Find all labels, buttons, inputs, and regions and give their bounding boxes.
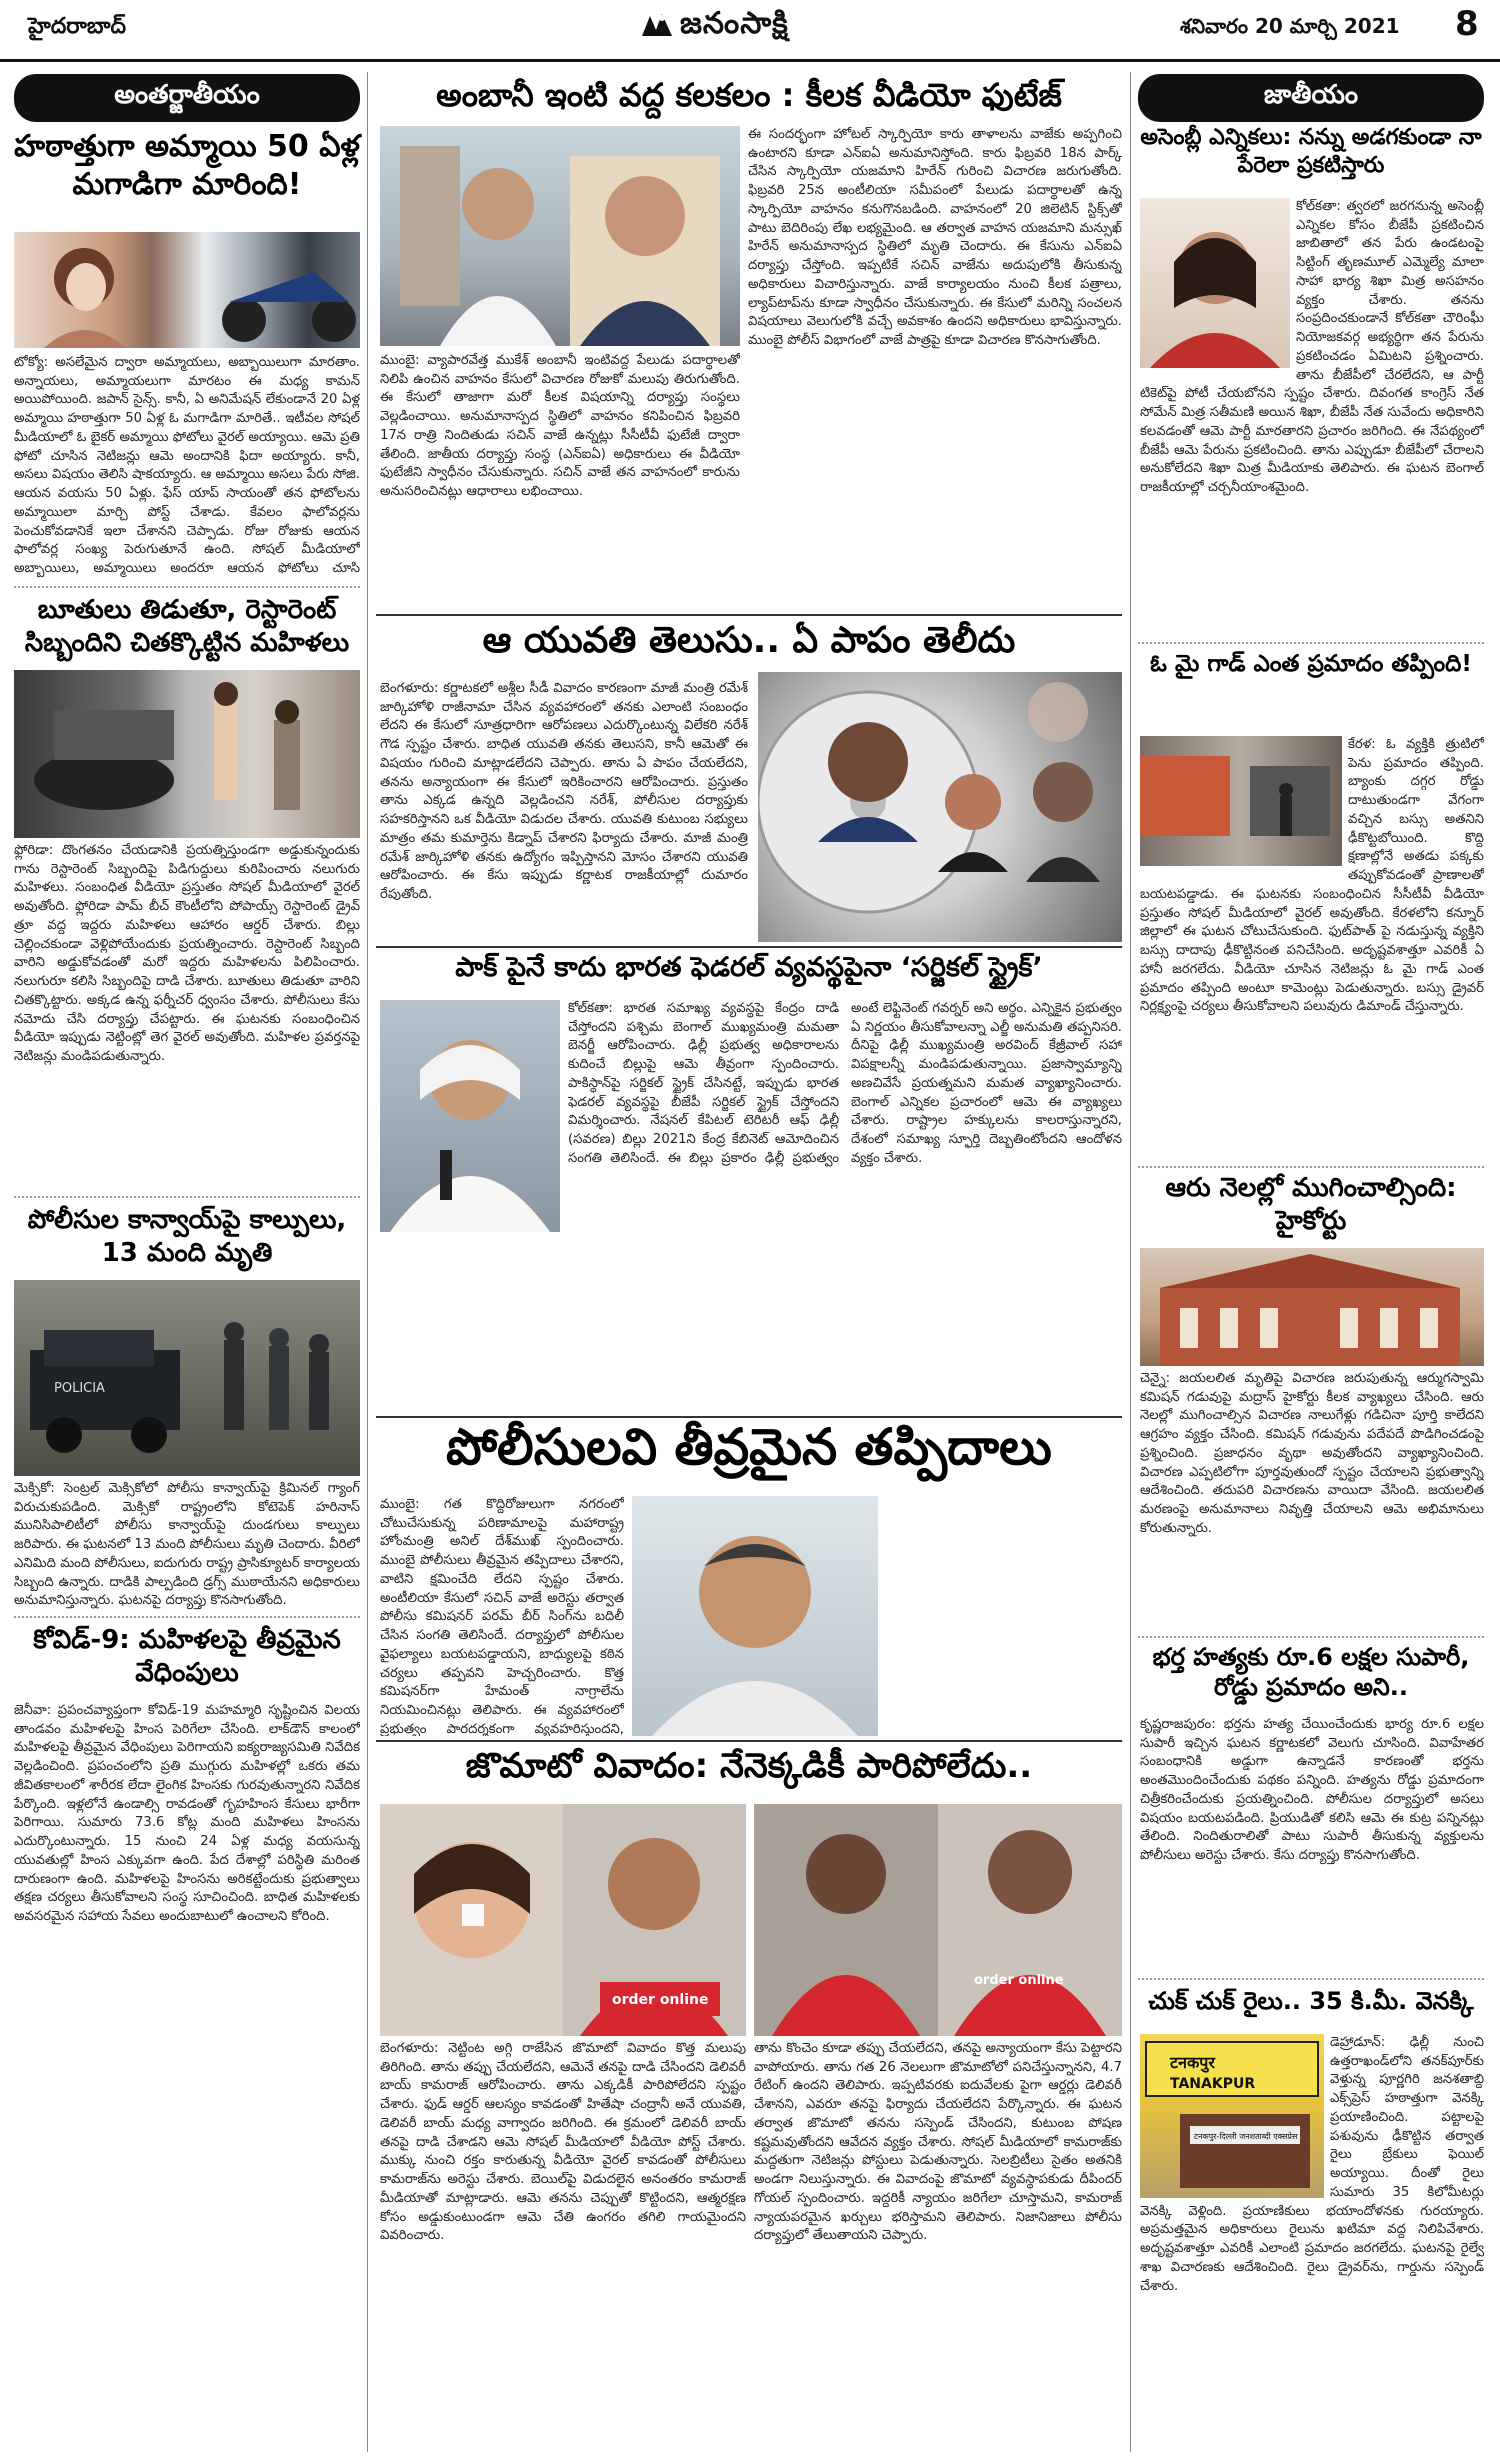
ambani-body-right: ఈ సందర్భంగా హోటల్ స్కార్పియో కారు తాళాలను వాజేకు అప్పగించి ఉంటారని కూడా ఎన్‌ఐఏ అనుమానిస్తోంది. కారు ఫిబ్రవరి 18న పార్క్ చేసిన స్కార్పియో యజమాని హిరేన్ గురించి విచారణ జరుగుతోంది. ఫిబ్రవరి 25న అంటీలియా సమీపంలో పేలుడు పదార్థాలతో ఉన్న స్కార్పియో వాహనం కనుగొనబడింది. వాహనంలో 20 జిలెటిన్ స్టిక్స్‌తో పాటు బెదిరింపు లేఖ లభ్యమైంది. ఆ తర్వాత వాహన యజమాని మన్సుఖ్ హిరేన్ అనుమానాస్పద స్థితిలో మృతి చెందారు. ఈ కేసును ఎన్‌ఐఏ దర్యాప్తు చేస్తోంది. ఇప్పటికే సచిన్ వాజేను అదుపులోకి తీసుకున్న అధికారులు విచారిస్తున్నారు. వాజే కార్యాలయం నుంచి కీలక పత్రాలు, ల్యాప్‌టాప్‌ను కూడా స్వాధీనం చేసుకున్నారు. ఈ కేసులో మరిన్ని సంచలన విషయాలు వెలుగులోకి వచ్చే అవకాశం ఉందని అధికారులు భావిస్తున్నారు. ముంబై పోలీస్ విభాగంలో వాజే పాత్రపై కూడా విచారణ కొనసాగుతోంది. (748, 127, 1122, 349)
ambani-photo (380, 126, 740, 346)
right-divider-2 (1138, 1166, 1484, 1168)
delivery-agent-photo-illustration (754, 1804, 1122, 2036)
left-story4-headline: కోవిడ్‌-9: మహిళలపై తీవ్రమైన వేధింపులు (33, 1625, 341, 1688)
zomato-photo-left (380, 1804, 746, 2036)
section-tag-international: అంతర్జాతీయం (14, 74, 360, 122)
right-story3-headline: ఆరు నెలల్లో ముగించాల్సింది: హైకోర్టు (1165, 1173, 1457, 1236)
paper-emblem-icon (640, 10, 674, 40)
yuvati-body: బెంగళూరు: కర్ణాటకలో అశ్లీల సీడీ వివాదం కారణంగా మాజీ మంత్రి రమేశ్‌ జార్కిహోళి రాజీనామా చేసిన వ్యవహారంలో తనకు ఎలాంటి సంబంధం లేదని ఈ కేసులో సూత్రధారిగా ఆరోపణలు ఎదుర్కొంటున్న విలేకరి నరేశ్‌ గౌడ స్పష్టం చేశారు. బాధిత యువతి తనకు తెలుసని, కానీ ఆమెతో ఈ విషయం గురించి మాట్లాడలేదని చెప్పారు. తాను ఏ పాపం చేయలేదని, తనను అన్యాయంగా ఈ కేసులో ఇరికించారని ఆరోపించారు. ప్రస్తుతం తాను ఎక్కడ ఉన్నది వెల్లడించని నరేశ్, పోలీసుల దర్యాప్తుకు సహకరిస్తానని ఒక వీడియో విడుదల చేశారు. యువతి కుటుంబ సభ్యులు మాత్రం తమ కుమార్తెను కిడ్నాప్ చేశారని ఫిర్యాదు చేశారు. మాజీ మంత్రి రమేశ్ జార్కిహోళి తనకు ఉద్యోగం ఇప్పిస్తానని మోసం చేశారని యువతి ఆరోపించారు. ఈ కేసు ఇప్పుడు కర్ణాటక రాజకీయాల్లో దుమారం రేపుతోంది. (380, 681, 748, 903)
train-board-text: टनकपुर-दिल्ली जनशताब्दी एक्सप्रेस (1194, 2132, 1298, 2141)
police-body-right (886, 1496, 1122, 1736)
right-story4-body: కృష్ణరాజపురం: భర్తను హత్య చేయించేందుకు భార్య రూ.6 లక్షల సుపారీ ఇచ్చిన ఘటన కర్ణాటకలో వెలుగు చూసింది. వివాహేతర సంబంధానికి అడ్డుగా ఉన్నాడనే కారణంతో భర్తను అంతమొందించేందుకు పథకం పన్నింది. హత్యను రోడ్డు ప్రమాదంగా చిత్రీకరించేందుకు ప్రయత్నించింది. పోలీసుల దర్యాప్తులో అసలు విషయం బయటపడింది. ప్రియుడితో కలిసి ఆమె ఈ కుట్ర పన్నినట్లు తేలింది. నిందితురాలితో పాటు సుపారీ తీసుకున్న వ్యక్తులను పోలీసులు అరెస్టు చేశారు. కేసు దర్యాప్తు కొనసాగుతోంది. (1140, 1717, 1484, 1864)
left-story3-photo (14, 1280, 360, 1476)
city-name: హైదరాబాద్ (28, 14, 126, 39)
biker-photo-illustration (14, 232, 360, 348)
ambani-headline: అంబానీ ఇంటి వద్ద కలకలం : కీలక వీడియో ఫుటేజ్‌ (436, 76, 1062, 114)
minister-photo-illustration (632, 1496, 878, 1736)
left-story2-photo (14, 670, 360, 838)
right-story1-body: కోల్‌కతా: త్వరలో జరగనున్న అసెంబ్లీ ఎన్నికల కోసం బీజేపీ ప్రకటించిన జాబితాలో తన పేరు ఉండటంపై సిట్టింగ్ తృణమూల్ ఎమ్మెల్యే మాలా సాహా భార్య శిఖా మిత్ర అసహనం వ్యక్తం చేశారు. తనను సంప్రదించకుండానే కోల్‌కతా చౌరింఘీ నియోజకవర్గ అభ్యర్థిగా తన పేరును ప్రకటించడం ఏమిటని ప్రశ్నించారు. తాను బీజేపీలో చేరలేదని, ఆ పార్టీ టికెట్‌పై పోటీ చేయబోనని స్పష్టం చేశారు. దివంగత కాంగ్రెస్ నేత సోమేన్ మిత్ర సతీమణి అయిన శిఖా, బీజేపీ నేత సువేందు అధికారిని కలవడంతో ఆమె పార్టీ మారతారని ప్రచారం జరిగింది. ఈ నేపథ్యంలో బీజేపీ ఆమె పేరును ప్రకటించింది. తాను ఎప్పుడూ బీజేపీలో చేరాలని అనుకోలేదని శిఖా మిత్ర మీడియాకు తెలిపారు. ఈ ఘటన బెంగాల్ రాజకీయాల్లో చర్చనీయాంశమైంది. (1140, 199, 1484, 496)
masthead (0, 0, 1500, 62)
left-story1-headline: హఠాత్తుగా అమ్మాయి 50 ఏళ్ల మగాడిగా మారింది! (14, 129, 360, 202)
right-story1-headline: అసెంబ్లీ ఎన్నికలు: నన్ను అడగకుండా నా పేరెలా ప్రకటిస్తారు (1140, 125, 1482, 178)
zomato-body-left: బెంగళూరు: నెట్టింట అగ్గి రాజేసిన జొమాటో వివాదం కొత్త మలుపు తిరిగింది. తాను తప్పు చేయలేదని, ఆమెనే తనపై దాడి చేసిందని డెలివరీ బాయ్ కామరాజ్ ఆరోపించారు. తాను ఎక్కడికీ పారిపోలేదని స్పష్టం చేశారు. ఫుడ్ ఆర్డర్ ఆలస్యం కావడంతో హితేషా చంద్రానీ అనే యువతి, డెలివరీ బాయ్ మధ్య వాగ్వాదం జరిగింది. ఈ క్రమంలో డెలివరీ బాయ్ తనపై దాడి చేశాడని ఆమె సోషల్ మీడియాలో వీడియో పోస్ట్ చేశారు. ముక్కు నుంచి రక్తం కారుతున్న వీడియో వైరల్ కావడంతో పోలీసులు కామరాజ్‌ను అరెస్టు చేశారు. బెయిల్‌పై విడుదలైన అనంతరం కామరాజ్ మీడియాతో మాట్లాడారు. ఆమె తనను చెప్పుతో కొట్టిందని, ఆత్మరక్షణ కోసం అడ్డుకుంటుండగా ఆమె చేతి ఉంగరం తగిలి గాయమైందని వివరించారు. (380, 2041, 746, 2244)
right-story2-body: కేరళ: ఓ వ్యక్తికి త్రుటిలో పెను ప్రమాదం తప్పింది. బ్యాంకు దగ్గర రోడ్డు దాటుతుండగా వేగంగా వచ్చిన బస్సు అతనిని ఢీకొట్టబోయింది. కొద్ది క్షణాల్లోనే అతడు పక్కకు తప్పుకోవడంతో ప్రాణాలతో బయటపడ్డాడు. ఈ ఘటనకు సంబంధించిన సీసీటీవీ వీడియో ప్రస్తుతం సోషల్ మీడియాలో వైరల్ అవుతోంది. కేరళలోని కన్నూర్ జిల్లాలో ఈ ఘటన చోటుచేసుకుంది. ఫుట్‌పాత్ పై నడుస్తున్న వ్యక్తిని బస్సు దాదాపు ఢీకొట్టినంత పనిచేసింది. అదృష్టవశాత్తూ ఎవరికీ ఏ హానీ జరగలేదు. వీడియో చూసిన నెటిజన్లు ఓ మై గాడ్ ఎంత ప్రమాదం తప్పింది అంటూ కామెంట్లు పెడుతున్నారు. బస్సు డ్రైవర్ నిర్లక్ష్యంపై చర్యలు తీసుకోవాలని పలువురు డిమాండ్ చేస్తున్నారు. (1140, 737, 1484, 1015)
right-story3-photo (1140, 1248, 1484, 1366)
zomato-order-label-left: order online (612, 1992, 709, 2008)
right-story3-body: చెన్నై: జయలలిత మృతిపై విచారణ జరుపుతున్న ఆర్ముగస్వామి కమిషన్ గడువుపై మద్రాస్ హైకోర్టు కీలక వ్యాఖ్యలు చేసింది. ఆరు నెలల్లో ముగించాల్సిన విచారణ నాలుగేళ్లు గడిచినా పూర్తి కాలేదని ఆగ్రహం వ్యక్తం చేసింది. కమిషన్ గడువును పదేపదే పొడిగించడంపై ప్రశ్నించింది. ప్రజాధనం వృథా అవుతోందని వ్యాఖ్యానించింది. విచారణ ఎప్పటిలోగా పూర్తవుతుందో స్పష్టం చేయాలని ప్రభుత్వాన్ని ఆదేశించింది. తదుపరి విచారణను వాయిదా వేసింది. జయలలిత మరణంపై అనుమానాలు నివృత్తి చేయాలని ఆమె అభిమానులు కోరుతున్నారు. (1140, 1371, 1484, 1536)
accused-officers-photo-illustration (380, 126, 740, 346)
right-story4-headline: భర్త హత్యకు రూ.6 లక్షల సుపారీ, రోడ్డు ప్రమాదం అని.. (1152, 1643, 1470, 1701)
right-divider-3 (1138, 1636, 1484, 1638)
text-wrap-spacer (1140, 736, 1348, 870)
text-wrap-spacer (1140, 198, 1296, 372)
police-headline: పోలీసులవి తీవ్రమైన తప్పిదాలు (446, 1418, 1052, 1476)
station-sign-english: TANAKPUR (1170, 2076, 1256, 2092)
right-divider-1 (1138, 642, 1484, 644)
federal-body: కోల్‌కతా: భారత సమాఖ్య వ్యవస్థపై కేంద్రం దాడి చేస్తోందని పశ్చిమ బెంగాల్ ముఖ్యమంత్రి మమతా బెనర్జీ ఆరోపించారు. ఢిల్లీ ప్రభుత్వ అధికారాలను కుదించే బిల్లుపై ఆమె తీవ్రంగా స్పందించారు. పాకిస్థాన్‌పై సర్జికల్ స్ట్రైక్ చేసినట్టే, ఇప్పుడు భారత ఫెడరల్ వ్యవస్థపై బీజేపీ సర్జికల్ స్ట్రైక్ చేస్తోందని విమర్శించారు. నేషనల్ కేపిటల్ టెరిటరీ ఆఫ్ ఢిల్లీ (సవరణ) బిల్లు 2021ని కేంద్ర కేబినెట్ ఆమోదించిన సంగతి తెలిసిందే. ఈ బిల్లు ప్రకారం ఢిల్లీ ప్రభుత్వం అంటే లెఫ్టినెంట్ గవర్నర్ అని అర్థం. ఎన్నికైన ప్రభుత్వం ఏ నిర్ణయం తీసుకోవాలన్నా ఎల్జీ అనుమతి తప్పనిసరి. దీనిపై ఢిల్లీ ముఖ్యమంత్రి అరవింద్ కేజ్రీవాల్ సహా విపక్షాలన్నీ మండిపడుతున్నాయి. ప్రజాస్వామ్యాన్ని అణచివేసే ప్రయత్నమని మమత వ్యాఖ్యానించారు. బెంగాల్ ఎన్నికల ప్రచారంలో ఆమె ఈ వ్యాఖ్యలు చేశారు. రాష్ట్రాల హక్కులను కాలరాస్తున్నారని, దేశంలో సమాఖ్య స్ఫూర్తి దెబ్బతింటోందని ఆందోళన వ్యక్తం చేశారు. (568, 1001, 1122, 1166)
yuvati-headline: ఆ యువతి తెలుసు.. ఏ పాపం తెలీదు (482, 620, 1016, 661)
federal-body-caption (380, 1236, 560, 1416)
right-story5-headline: చుక్‌ చుక్‌ రైలు.. 35 కి.మీ. వెనక్కి (1148, 1987, 1474, 2015)
left-story1-body: టోక్యో: అసలేమైన ద్వారా అమ్మాయలు, అబ్బాయిలుగా మారతాం. అన్నాయలు, అమ్మాయలుగా మారటం ఈ మధ్య కామన్ అయిపోయింది. జపాన్ సైన్స్. కానీ, ఏ అనిమేషన్ లేకుండానే 20 ఏళ్ల అమ్మాయి హఠాత్తుగా 50 ఏళ్ల ఓ మగాడిగా మారితే.. ఇటీవల సోషల్ మీడియాలో ఓ బైకర్ అమ్మాయి ఫోటోలు వైరల్ అయ్యాయి. ఆమె ప్రతి ఫోటో చూసిన నెటిజన్లు ఆమె అందానికి ఫిదా అయ్యారు. కానీ, అసలు విషయం తెలిసి షాకయ్యారు. ఆ అమ్మాయి అసలు పేరు సోజి. ఆయన వయసు 50 ఏళ్లు. ఫేస్ యాప్ సాయంతో తన ఫోటోలను అమ్మాయిలా మార్చి పోస్ట్ చేశాడు. కేవలం ఫాలోవర్లను పెంచుకోవడానికే ఇలా చేశానని చెప్పాడు. రోజు రోజుకు ఆయన ఫాలోవర్ల సంఖ్య పెరుగుతూనే ఉంది. సోషల్ మీడియాలో అబ్బాయిలు, అమ్మాయిలు అందరూ ఆయన ఫోటోలు చూసి (14, 355, 360, 577)
paper-name: జనంసాక్షి (680, 6, 789, 41)
left-story1-photo (14, 232, 360, 348)
center-divider-2 (376, 946, 1122, 948)
zomato-order-label-right: order online (974, 1973, 1064, 1988)
center-divider-4 (376, 1740, 1122, 1742)
left-divider-3 (14, 1616, 360, 1618)
column-divider-left (367, 72, 368, 2452)
left-story2-body: ఫ్లోరిడా: దొంగతనం చేయడానికి ప్రయత్నిస్తుండగా అడ్డుకున్నందుకు గాను రెస్టారెంట్ సిబ్బందిపై పిడిగుద్దులు కురిపించారు నలుగురు మహిళలు. సంబంధిత వీడియో ప్రస్తుతం సోషల్ మీడియాలో వైరల్ అవుతోంది. ఫ్లోరిడా పామ్ బీచ్ కౌంటీలోని పోపాయ్స్ రెస్టారెంట్ డ్రైవ్ త్రూ వద్ద ఇద్దరు మహిళలు ఆహారం ఆర్డర్ చేశారు. బిల్లు చెల్లించకుండా వెళ్లిపోయేందుకు ప్రయత్నించారు. రెస్టారెంట్ సిబ్బంది వారిని అడ్డుకోవడంతో మరో ఇద్దరు మహిళలను పిలిపించారు. నలుగురూ కలిసి సిబ్బందిపై దాడి చేశారు. బూతులు తిడుతూ వారిని చితక్కొట్టారు. అక్కడ ఉన్న ఫర్నీచర్ ధ్వంసం చేశారు. పోలీసులు కేసు నమోదు చేసి దర్యాప్తు చేపట్టారు. ఈ ఘటనకు సంబంధించిన వీడియో ఇప్పుడు నెట్టింట్లో తెగ వైరల్ అవుతోంది. మహిళల ప్రవర్తనపై నెటిజన్లు మండిపడుతున్నారు. (14, 843, 360, 1065)
left-divider-1 (14, 586, 360, 588)
text-wrap-spacer (1140, 2034, 1330, 2202)
speaker-photo-illustration (380, 1000, 560, 1232)
page-number: 8 (1455, 4, 1479, 44)
station-sign-hindi: टनकपुर (1170, 2053, 1215, 2072)
police-vehicle-label: POLICIA (54, 1381, 105, 1396)
cd-case-photo-illustration (758, 672, 1122, 942)
section-tag-national: జాతీయం (1138, 74, 1484, 122)
paper-logo (640, 6, 789, 48)
right-story5-body: డెహ్రాడూన్: ఢిల్లీ నుంచి ఉత్తరాఖండ్‌లోని తనక్‌పూర్‌కు వెళ్తున్న పూర్ణగిరి జనశతాబ్ది ఎక్స్‌ప్రెస్ హఠాత్తుగా వెనక్కి ప్రయాణించింది. పట్టాలపై పశువును ఢీకొట్టిన తర్వాత రైలు బ్రేకులు ఫెయిల్ అయ్యాయి. దీంతో రైలు సుమారు 35 కిలోమీటర్లు వెనక్కి వెళ్లింది. ప్రయాణికులు భయాందోళనకు గురయ్యారు. అప్రమత్తమైన అధికారులు రైలును ఖటిమా వద్ద నిలిపివేశారు. అదృష్టవశాత్తూ ఎవరికీ ఎలాంటి ప్రమాదం జరగలేదు. ఘటనపై రైల్వే శాఖ విచారణకు ఆదేశించింది. రైలు డ్రైవర్‌ను, గార్డును సస్పెండ్ చేశారు. (1140, 2035, 1484, 2294)
mamata-photo (380, 1000, 560, 1232)
federal-headline: పాక్‌ పైనే కాదు భారత ఫెడరల్‌ వ్యవస్థపైనా ‘సర్జికల్‌ స్ట్రైక్‌’ (455, 952, 1043, 983)
restaurant-fight-photo-illustration (14, 670, 360, 838)
column-divider-right (1130, 72, 1131, 2452)
right-divider-4 (1138, 1978, 1484, 1980)
police-photo (632, 1496, 878, 1736)
issue-date: శనివారం 20 మార్చి 2021 (1180, 14, 1400, 38)
zomato-body-right: తాను కొంచెం కూడా తప్పు చేయలేదని, తనపై అన్యాయంగా కేసు పెట్టారని వాపోయారు. తాను గత 26 నెలలుగా జొమాటోలో పనిచేస్తున్నానని, 4.7 రేటింగ్ ఉందని తెలిపారు. ఇప్పటివరకు ఐదువేలకు పైగా ఆర్డర్లు డెలివరీ చేశానని, ఎవరూ తనపై ఫిర్యాదు చేయలేదని పేర్కొన్నారు. ఈ ఘటన తర్వాత జొమాటో తనను సస్పెండ్ చేసిందని, కుటుంబ పోషణ కష్టమవుతోందని ఆవేదన వ్యక్తం చేశారు. సోషల్ మీడియాలో కామరాజ్‌కు మద్దతుగా నెటిజన్లు పోస్టులు పెడుతున్నారు. సెలబ్రిటీలు సైతం అతనికి అండగా నిలుస్తున్నారు. ఈ వివాదంపై జొమాటో వ్యవస్థాపకుడు దీపిందర్ గోయల్ స్పందించారు. ఇద్దరికీ న్యాయం జరిగేలా చూస్తామని, కామరాజ్ న్యాయపరమైన ఖర్చులు భరిస్తామని తెలిపారు. నిజానిజాలు పోలీసు దర్యాప్తులో తేలుతాయని చెప్పారు. (754, 2041, 1122, 2244)
police-convoy-photo-illustration (14, 1280, 360, 1476)
left-divider-2 (14, 1196, 360, 1198)
left-story3-body: మెక్సికో: సెంట్రల్ మెక్సికోలో పోలీసు కాన్వాయ్‌పై క్రిమినల్ గ్యాంగ్ విరుచుకుపడింది. మెక్సికో రాష్ట్రంలోని కోటెపెక్ హరినాస్ మునిసిపాలిటీలో పోలీసు కాన్వాయ్‌పై దుండగులు కాల్పులు జరిపారు. ఈ ఘటనలో 13 మంది పోలీసులు మృతి చెందారు. వీరిలో ఎనిమిది మంది పోలీసులు, ఐదుగురు రాష్ట్ర ప్రాసిక్యూటర్ కార్యాలయ సిబ్బంది ఉన్నారు. దాడికి పాల్పడింది డ్రగ్స్ ముఠాయేనని అధికారులు అనుమానిస్తున్నారు. ఘటనపై దర్యాప్తు కొనసాగుతోంది. (14, 1481, 360, 1609)
zomato-photo-right (754, 1804, 1122, 2036)
left-story2-headline: బూతులు తిడుతూ, రెస్టారెంట్ సిబ్బందిని చితక్కొట్టిన మహిళలు (24, 595, 350, 658)
right-story2-headline: ఓ మై గాడ్‌ ఎంత ప్రమాదం తప్పింది! (1150, 651, 1472, 677)
police-body-left: ముంబై: గత కొద్దిరోజులుగా నగరంలో చోటుచేసుకున్న పరిణామాలపై మహారాష్ట్ర హోంమంత్రి అనిల్ దేశ్‌ముఖ్ స్పందించారు. ముంబై పోలీసులు తీవ్రమైన తప్పిదాలు చేశారని, వాటిని క్షమించేది లేదని స్పష్టం చేశారు. అంటీలియా కేసులో సచిన్ వాజే అరెస్టు తర్వాత పోలీసు కమిషనర్ పరమ్ బీర్ సింగ్‌ను బదిలీ చేసిన సంగతి తెలిసిందే. దర్యాప్తులో పోలీసుల వైఫల్యాలు బయటపడ్డాయని, బాధ్యులపై కఠిన చర్యలు తప్పవని హెచ్చరించారు. కొత్త కమిషనర్‌గా హేమంత్ నాగ్రాలేను నియమించినట్లు తెలిపారు. ఈ వ్యవహారంలో ప్రభుత్వం పారదర్శకంగా వ్యవహరిస్తుందని, (380, 1497, 624, 1736)
yuvati-photo (758, 672, 1122, 942)
zomato-headline: జొమాటో వివాదం: నేనెక్కడికీ పారిపోలేదు.. (465, 1746, 1033, 1786)
zomato-complainant-photo-illustration (380, 1804, 746, 2036)
high-court-photo-illustration (1140, 1248, 1484, 1366)
left-story3-headline: పోలీసుల కాన్వాయ్‌పై కాల్పులు, 13 మంది మృతి (27, 1205, 347, 1268)
center-divider-1 (376, 614, 1122, 616)
ambani-body-left: ముంబై: వ్యాపారవేత్త ముకేశ్‌ అంబానీ ఇంటివద్ద పేలుడు పదార్థాలతో నిలిపి ఉంచిన వాహనం కేసులో విచారణ రోజుకో మలుపు తిరుగుతోంది. ఈ కేసులో తాజాగా మరో కీలక విషయాన్ని దర్యాప్తు సంస్థలు వెల్లడించాయి. అనుమానాస్పద స్థితిలో వాహనం కనిపించిన ఫిబ్రవరి 17న రాత్రి నిందితుడు సచిన్‌ వాజే ఉన్నట్లు సీసీటీవీ ఫుటేజీ ద్వారా తేలింది. జాతీయ దర్యాప్తు సంస్థ (ఎన్‌ఐఏ) అధికారులు ఈ వీడియో ఫుటేజీని స్వాధీనం చేసుకున్నారు. సచిన్‌ వాజే తన వాహనంలో కారును అనుసరించినట్లు ఆధారాలు లభించాయి. (380, 353, 740, 500)
left-story4-body: జెనీవా: ప్రపంచవ్యాప్తంగా కోవిడ్‌-19 మహమ్మారి సృష్టించిన విలయ తాండవం మహిళలపై హింస పెరిగేలా చేసింది. లాక్‌డౌన్ కాలంలో మహిళలపై తీవ్రమైన వేధింపులు పెరిగాయని ఐక్యరాజ్యసమితి నివేదిక వెల్లడించింది. ప్రపంచంలోని ప్రతి ముగ్గురు మహిళల్లో ఒకరు తమ జీవితకాలంలో శారీరక లేదా లైంగిక హింసకు గురవుతున్నారని నివేదిక పేర్కొంది. ఇళ్లలోనే ఉండాల్సి రావడంతో గృహహింస కేసులు భారీగా పెరిగాయి. సుమారు 73.6 కోట్ల మంది మహిళలు హింసను ఎదుర్కొంటున్నారు. 15 నుంచి 24 ఏళ్ల మధ్య వయసున్న యువతుల్లో హింస ఎక్కువగా ఉంది. పేద దేశాల్లో పరిస్థితి మరింత దారుణంగా ఉంది. మహిళలపై హింసను అరికట్టేందుకు ప్రభుత్వాలు తక్షణ చర్యలు తీసుకోవాలని సంస్థ సూచించింది. బాధిత మహిళలకు అవసరమైన సహాయ సేవలు అందుబాటులో ఉంచాలని కోరింది. (14, 1703, 360, 1925)
